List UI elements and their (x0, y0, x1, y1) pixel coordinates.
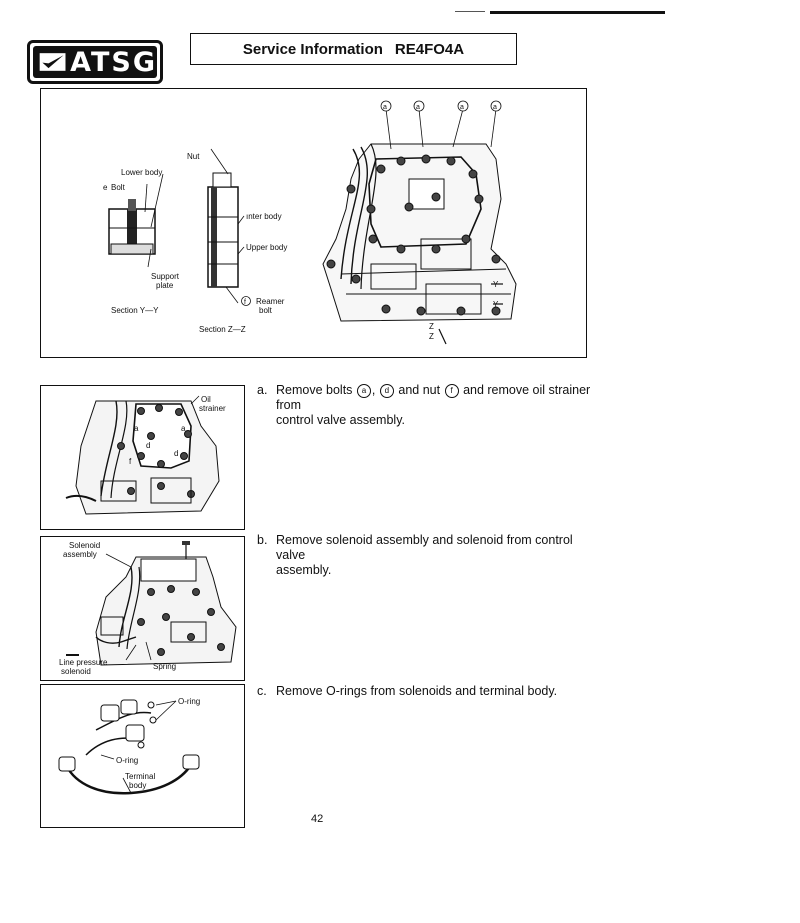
solenoid-assembly-figure (40, 536, 245, 681)
solenoid-assembly-drawing (41, 537, 243, 679)
page-number: 42 (311, 813, 324, 825)
step-b-line2: assembly. (276, 563, 332, 577)
step-b-letter: b. (257, 533, 268, 547)
o-ring-figure (40, 684, 245, 828)
label-z-1: Z (429, 322, 434, 331)
label-reamer-callout: f (244, 299, 246, 306)
label-assembly: assembly (63, 550, 97, 559)
callout-a-1: a (383, 104, 387, 111)
label-f: f (129, 457, 132, 466)
step-a-line2: control valve assembly. (276, 413, 405, 427)
label-inter-body: ınter body (246, 212, 282, 221)
step-a-part3: and remove oil strainer from (276, 383, 591, 412)
label-body: body (129, 781, 147, 790)
checkmark-icon (39, 47, 66, 77)
label-line-pressure: Line pressure (59, 658, 108, 667)
step-c-letter: c. (257, 684, 267, 698)
step-a-comma: , (371, 383, 376, 397)
oil-strainer-drawing (41, 386, 243, 528)
label-spring: Spring (153, 662, 177, 671)
title-right: RE4FO4A (394, 40, 465, 58)
label-section-zz: Section Z—Z (199, 325, 246, 334)
step-a-part1: Remove bolts (276, 383, 353, 397)
bolt-a-callout: a (357, 384, 371, 398)
step-a-letter: a. (257, 383, 268, 397)
label-solenoid: Solenoid (69, 541, 101, 550)
label-plate: plate (156, 281, 174, 290)
label-section-yy: Section Y—Y (111, 306, 159, 315)
label-reamer-bolt: bolt (259, 306, 272, 315)
valve-body-drawing (41, 89, 585, 356)
label-z-2: Z (429, 332, 434, 341)
step-b-line1: Remove solenoid assembly and solenoid from control valve (276, 533, 573, 562)
step-c-line1: Remove O-rings from solenoids and terminal body. (276, 684, 558, 698)
label-lower-body: Lower body (121, 168, 163, 177)
label-oil: Oil (201, 395, 211, 404)
label-nut: Nut (187, 152, 200, 161)
reamer-callout-circle (242, 297, 251, 306)
label-o-ring-top: O-ring (178, 697, 201, 706)
label-bolt-prefix: e (103, 183, 108, 192)
label-y-2: Y (493, 300, 499, 309)
label-a-1: a (134, 424, 139, 433)
label-solenoid-2: solenoid (61, 667, 91, 676)
label-support: Support (151, 272, 180, 281)
header-rule-thin (455, 11, 485, 12)
step-c (257, 684, 597, 700)
header-rule (490, 11, 665, 14)
callout-a-markers (381, 101, 501, 111)
step-b-text (276, 533, 597, 578)
logo-text: ATSG (70, 46, 157, 78)
label-y-1: Y (493, 280, 499, 289)
label-o-ring-mid: O-ring (116, 756, 139, 765)
valve-body-section-figure (40, 88, 587, 358)
label-bolt: Bolt (111, 183, 125, 192)
step-b (257, 533, 597, 577)
label-reamer: Reamer (256, 297, 285, 306)
callout-a-2: a (416, 104, 420, 111)
title-left: Service Information (242, 40, 383, 58)
page-title (190, 33, 517, 65)
label-d-2: d (174, 449, 179, 458)
nut-f-callout: f (445, 384, 459, 398)
callout-a-3: a (460, 104, 464, 111)
step-a (257, 383, 597, 427)
callout-a-4: a (493, 104, 497, 111)
step-a-part2: and nut (398, 383, 441, 397)
label-terminal: Terminal (125, 772, 156, 781)
step-c-text (276, 684, 557, 699)
label-a-2: a (181, 424, 186, 433)
o-ring-drawing (41, 685, 243, 826)
step-a-text (276, 383, 597, 428)
oil-strainer-figure (40, 385, 245, 530)
label-d-1: d (146, 441, 151, 450)
atsg-logo (27, 40, 163, 84)
bolt-d-callout: d (380, 384, 394, 398)
section-zz-drawing (208, 149, 244, 303)
label-strainer: strainer (199, 404, 226, 413)
label-upper-body: Upper body (246, 243, 288, 252)
